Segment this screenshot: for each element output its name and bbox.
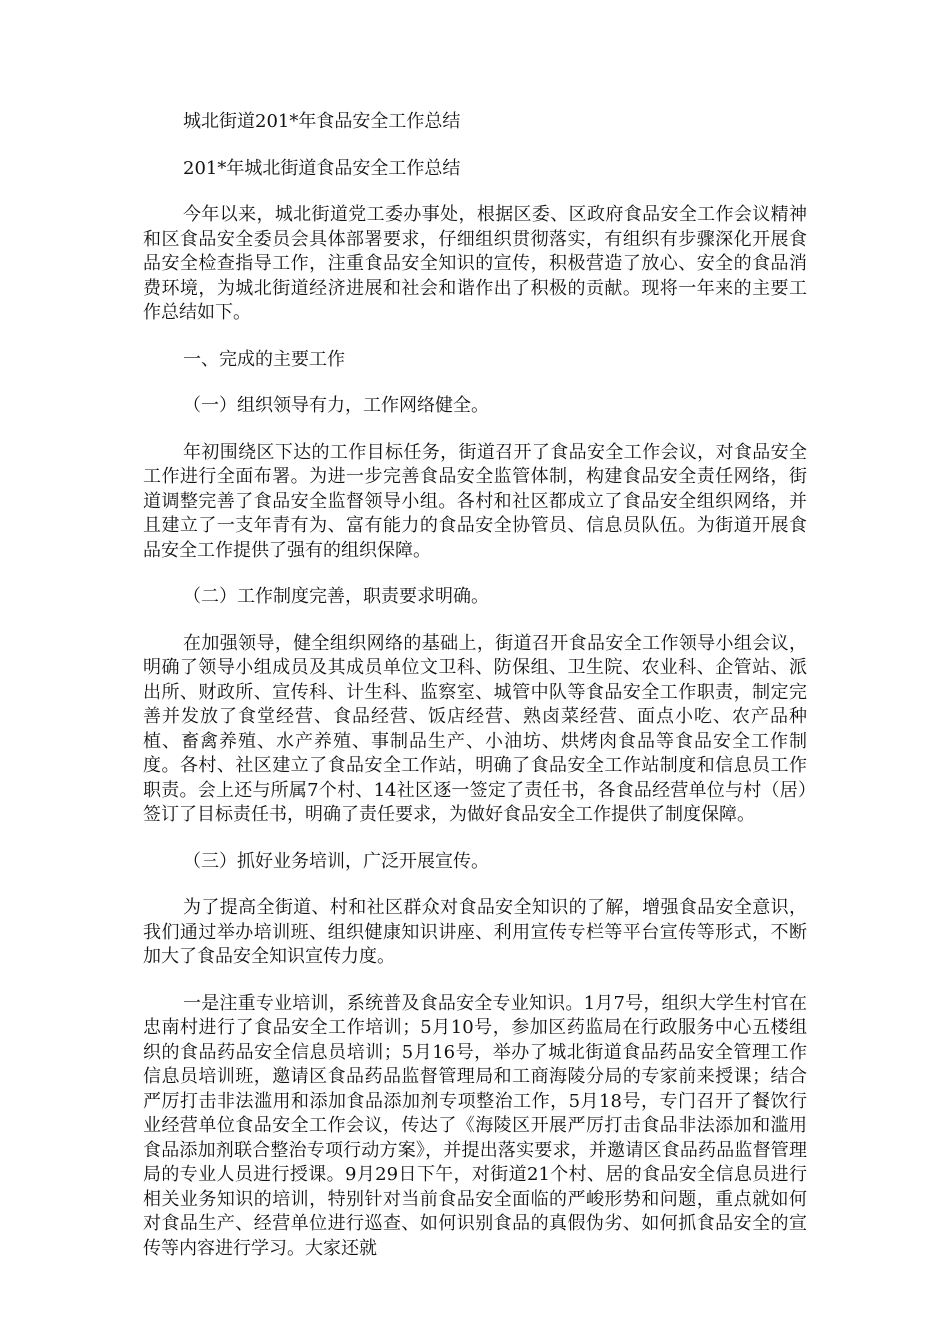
document-subtitle: 201*年城北街道食品安全工作总结: [183, 157, 461, 179]
section-1-title: 一、完成的主要工作: [183, 348, 345, 370]
subsection-1-body: 年初围绕区下达的工作目标任务，街道召开了食品安全工作会议，对食品安全工作进行全面布署。为进一步完善食品安全监管体制，构建食品安全责任网络，街道调整完善了食品安全监督领导小组。各村和社区都成立了食品安全组织网络，并且建立了一支年青有为、富有能力的食品安全协管员、信息员队伍。为街道开展食品安全工作提供了强有的组织保障。: [143, 441, 807, 561]
subsection-2-body: 在加强领导，健全组织网络的基础上，街道召开食品安全工作领导小组会议，明确了领导小组成员及其成员单位文卫科、防保组、卫生院、农业科、企管站、派出所、财政所、宣传科、计生科、监察室、城管中队等食品安全工作职责，制定完善并发放了食堂经营、食品经营、饭店经营、熟卤菜经营、面点小吃、农产品种植、畜禽养殖、水产养殖、事制品生产、小油坊、烘烤肉食品等食品安全工作制度。各村、社区建立了食品安全工作站，明确了食品安全工作站制度和信息员工作职责。会上还与所属7个村、14社区逐一签定了责任书，各食品经营单位与村（居）签订了目标责任书，明确了责任要求，为做好食品安全工作提供了制度保障。: [143, 632, 807, 825]
subsection-3-point-1: 一是注重专业培训，系统普及食品安全专业知识。1月7号，组织大学生村官在忠南村进行了食品安全工作培训；5月10号，参加区药监局在行政服务中心五楼组织的食品药品安全信息员培训；5月16号，举办了城北街道食品药品安全管理工作信息员培训班，邀请区食品药品监督管理局和工商海陵分局的专家前来授课；结合严厉打击非法滥用和添加食品添加剂专项整治工作，5月18号，专门召开了餐饮行业经营单位食品安全工作会议，传达了《海陵区开展严厉打击食品非法添加和滥用食品添加剂联合整治专项行动方案》，并提出落实要求，并邀请区食品药品监督管理局的专业人员进行授课。9月29日下午，对街道21个村、居的食品安全信息员进行相关业务知识的培训，特别针对当前食品安全面临的严峻形势和问题，重点就如何对食品生产、经营单位进行巡查、如何识别食品的真假伪劣、如何抓食品安全的宣传等内容进行学习。大家还就: [143, 992, 807, 1259]
document-page: [143, 110, 807, 1283]
intro-paragraph: 今年以来，城北街道党工委办事处，根据区委、区政府食品安全工作会议精神和区食品安全委员会具体部署要求，仔细组织贯彻落实，有组织有步骤深化开展食品安全检查指导工作，注重食品安全知识的宣传，积极营造了放心、安全的食品消费环境，为城北街道经济进展和社会和谐作出了积极的贡献。现将一年来的主要工作总结如下。: [143, 204, 807, 323]
subsection-3-title: （三）抓好业务培训，广泛开展宣传。: [183, 850, 489, 872]
subsection-2-title: （二）工作制度完善，职责要求明确。: [183, 586, 489, 607]
subsection-1-title: （一）组织领导有力，工作网络健全。: [183, 395, 489, 416]
subsection-3-body: 为了提高全街道、村和社区群众对食品安全知识的了解，增强食品安全意识，我们通过举办培训班、组织健康知识讲座、利用宣传专栏等平台宣传等形式，不断加大了食品安全知识宣传力度。: [143, 897, 807, 967]
document-title: 城北街道201*年食品安全工作总结: [183, 111, 461, 132]
